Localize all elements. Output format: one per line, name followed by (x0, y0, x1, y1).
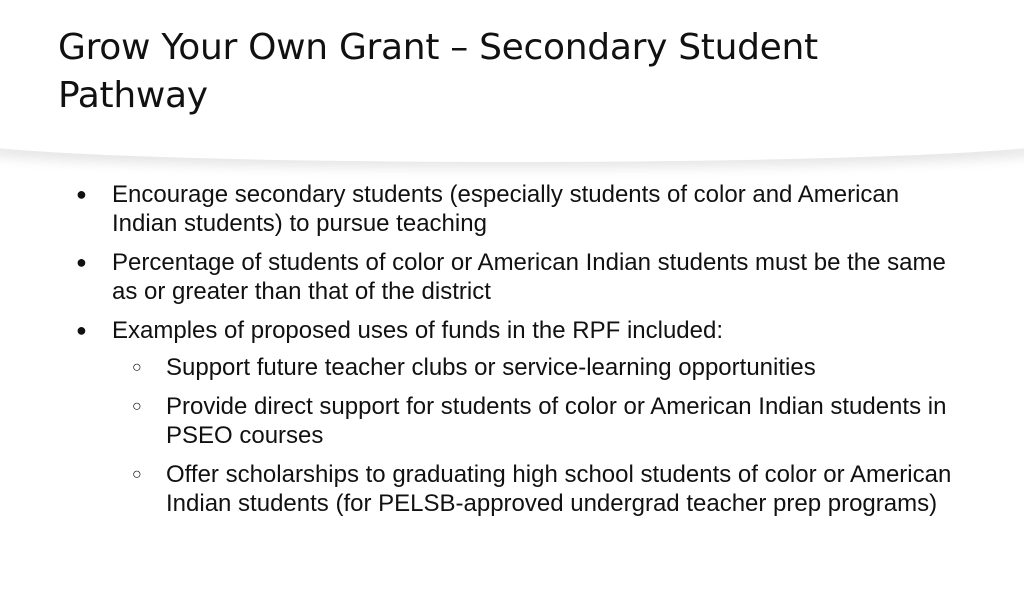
bullet-item (0, 316, 1024, 345)
bullet-marker: ● (76, 320, 87, 340)
sub-bullet-item (0, 460, 1024, 518)
sub-bullet-item (0, 392, 1024, 450)
bullet-text: Examples of proposed uses of funds in the RPF included: (112, 317, 724, 344)
bullet-marker: ● (76, 184, 87, 204)
sub-bullet-item (0, 353, 1024, 382)
sub-bullet-marker: ○ (132, 398, 142, 415)
bullet-item (0, 180, 1024, 238)
sub-bullet-text: Support future teacher clubs or service-learning opportunities (166, 354, 816, 381)
sub-bullet-text: Offer scholarships to graduating high school students of color or American Indian students (for PELSB-approved undergrad teacher prep programs) (166, 461, 952, 517)
sub-bullet-marker: ○ (132, 359, 142, 376)
bullet-text: Percentage of students of color or American Indian students must be the same as or greater than that of the district (112, 249, 946, 305)
slide-title: Grow Your Own Grant – Secondary Student Pathway (58, 27, 818, 116)
bullet-item (0, 248, 1024, 306)
sub-bullet-marker: ○ (132, 466, 142, 483)
bullet-text: Encourage secondary students (especially students of color and American Indian students) to pursue teaching (112, 181, 900, 237)
bullet-marker: ● (76, 252, 87, 272)
slide-body (0, 180, 1024, 528)
sub-bullet-text: Provide direct support for students of color or American Indian students in PSEO courses (166, 393, 947, 449)
